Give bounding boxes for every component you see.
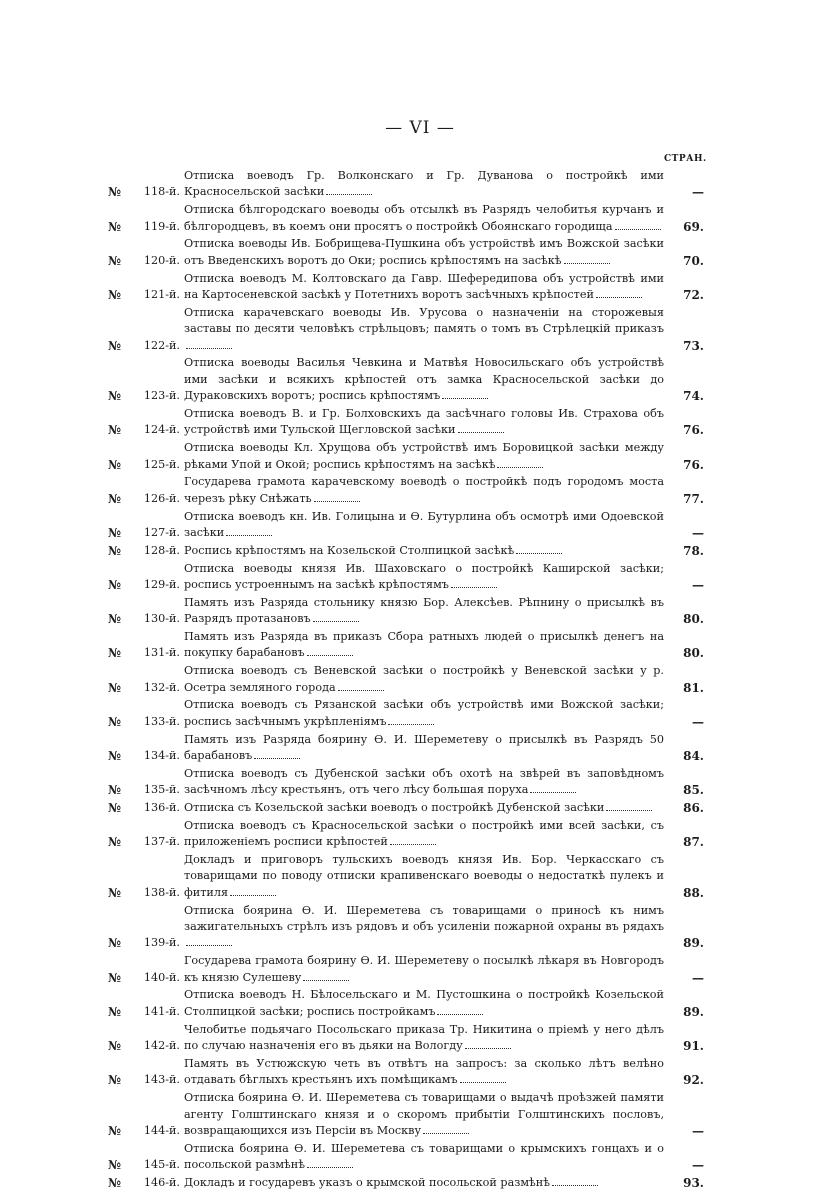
toc-entry [108, 440, 704, 473]
entry-page-number: 92. [683, 1073, 704, 1088]
dot-leader [338, 682, 384, 691]
number-sign: № [108, 885, 122, 900]
number-sign: № [108, 936, 122, 951]
toc-entry [108, 766, 704, 799]
toc-entry [108, 1090, 704, 1139]
toc-entry [108, 732, 704, 765]
entry-page-number: — [692, 714, 704, 729]
toc-entry [108, 595, 704, 628]
number-sign: № [108, 491, 122, 506]
number-sign: № [108, 1004, 122, 1019]
entry-title: Память въ Устюжскую четь въ отвѣтъ на запросъ: за сколько лѣтъ велѣно отдавать бѣглыхъ крестьянъ ихъ помѣщикамъ [184, 1056, 664, 1087]
page-column-heading: СТРАН. [664, 154, 707, 164]
entry-number: 124-й. [143, 423, 180, 437]
entry-page-number: 69. [683, 219, 704, 234]
entry-number: 119-й. [143, 219, 180, 233]
entry-page-number: 76. [683, 457, 704, 472]
entry-number: 135-й. [143, 783, 180, 797]
entry-page-number: 73. [683, 338, 704, 353]
entry-title: Государева грамота карачевскому воеводѣ о постройкѣ подъ городомъ моста черезъ рѣку Снѣжать [184, 475, 664, 505]
dot-leader [254, 750, 300, 759]
toc-entry [108, 474, 704, 507]
entry-title: Челобитье подьячаго Посольскаго приказа Тр. Никитина о пріемѣ у него дѣлъ по случаю назначенія его въ дьяки на Вологду [184, 1022, 664, 1053]
number-sign: № [108, 457, 122, 472]
number-sign: № [108, 801, 122, 816]
entry-number: 121-й. [143, 288, 180, 302]
entry-page-number: 78. [683, 543, 704, 558]
entry-page-number: 77. [683, 491, 704, 506]
number-sign: № [108, 526, 122, 541]
number-sign: № [108, 423, 122, 438]
entry-number: 120-й. [143, 253, 180, 267]
toc-entry [108, 987, 704, 1020]
number-sign: № [108, 578, 122, 593]
dot-leader [390, 836, 436, 845]
entry-page-number: 76. [683, 423, 704, 438]
entry-page-number: — [692, 970, 704, 985]
entry-page-number: 93. [683, 1175, 704, 1190]
toc-entry [108, 561, 704, 594]
entry-page-number: 80. [683, 612, 704, 627]
entry-number: 122-й. [143, 338, 180, 352]
entry-title: Отписка боярина Ѳ. И. Шереметева съ товарищами о приносѣ къ нимъ зажигательныхъ стрѣлъ изъ рядовъ и объ усиленіи пожарной охраны въ рядахъ [184, 903, 664, 952]
entry-title: Отписка воеводъ М. Колтовскаго да Гавр. Шефередипова объ устройствѣ ими на Картосеневской засѣкѣ у Потетнихъ воротъ засѣчныхъ крѣпостей [184, 271, 664, 302]
dot-leader [458, 424, 504, 433]
entry-title: Отписка воеводъ Гр. Волконскаго и Гр. Дуванова о постройкѣ ими Красносельской засѣки [184, 169, 664, 199]
entry-number: 140-й. [143, 970, 180, 984]
entry-title: Отписка воеводъ В. и Гр. Болховскихъ да засѣчнаго головы Ив. Страхова объ устройствѣ ими Тульской Щегловской засѣки [184, 407, 664, 437]
entry-number: 123-й. [143, 389, 180, 403]
dot-leader [516, 545, 562, 554]
dot-leader [313, 613, 359, 622]
number-sign: № [108, 1123, 122, 1138]
entry-number: 145-й. [143, 1158, 180, 1172]
toc-entry [108, 800, 704, 816]
dot-leader [564, 255, 610, 264]
number-sign: № [108, 1175, 122, 1190]
entry-number: 143-й. [143, 1073, 180, 1087]
entry-page-number: 88. [683, 885, 704, 900]
number-sign: № [108, 680, 122, 695]
dot-leader [615, 221, 661, 230]
entry-page-number: 85. [683, 783, 704, 798]
entry-title: Отписка воеводы Ив. Бобрищева-Пушкина объ устройствѣ имъ Вожской засѣки отъ Введенскихъ воротъ до Оки; роспись крѣпостямъ на засѣкѣ [184, 237, 664, 267]
number-sign: № [108, 1073, 122, 1088]
entry-number: 132-й. [143, 680, 180, 694]
entry-title: Роспись крѣпостямъ на Козельской Столпицкой засѣкѣ [184, 543, 664, 559]
toc-entry [108, 543, 704, 559]
entry-title: Отписка съ Козельской засѣки воеводъ о постройкѣ Дубенской засѣки [184, 800, 664, 816]
dot-leader [442, 390, 488, 399]
entry-number: 146-й. [143, 1175, 180, 1189]
dot-leader [307, 647, 353, 656]
toc-entry [108, 903, 704, 952]
entry-number: 134-й. [143, 749, 180, 763]
entry-number: 139-й. [143, 936, 180, 950]
entry-title: Докладъ и государевъ указъ о крымской посольской размѣнѣ [184, 1175, 664, 1191]
entry-title: Отписка воеводъ Н. Бѣлосельскаго и М. Пустошкина о постройкѣ Козельской Столпицкой засѣки; роспись постройкамъ [184, 988, 664, 1018]
toc-entry [108, 818, 704, 851]
toc-entry [108, 305, 704, 354]
entry-page-number: 84. [683, 749, 704, 764]
toc-entry [108, 236, 704, 269]
entry-number: 118-й. [143, 185, 180, 199]
toc-entry [108, 168, 704, 201]
dot-leader [497, 459, 543, 468]
number-sign: № [108, 612, 122, 627]
number-sign: № [108, 543, 122, 558]
entry-page-number: — [692, 1123, 704, 1138]
entry-number: 136-й. [143, 801, 180, 815]
toc-entry [108, 1175, 704, 1191]
toc-entry [108, 202, 704, 235]
entry-title: Память изъ Разряда боярину Ѳ. И. Шереметеву о присылкѣ въ Разрядъ 50 барабановъ [184, 732, 664, 763]
number-sign: № [108, 835, 122, 850]
entry-title: Отписка воеводъ съ Красносельской засѣки о постройкѣ ими всей засѣки, съ приложеніемъ росписи крѣпостей [184, 818, 664, 849]
entry-page-number: — [692, 578, 704, 593]
dot-leader [307, 1159, 353, 1168]
toc-entry [108, 629, 704, 662]
dot-leader [186, 340, 232, 349]
page-number-header: — VI — [385, 118, 455, 138]
entry-number: 137-й. [143, 835, 180, 849]
entry-page-number: 89. [683, 936, 704, 951]
number-sign: № [108, 389, 122, 404]
number-sign: № [108, 749, 122, 764]
number-sign: № [108, 970, 122, 985]
entry-page-number: 74. [683, 389, 704, 404]
dot-leader [388, 716, 434, 725]
dot-leader [230, 887, 276, 896]
number-sign: № [108, 185, 122, 200]
number-sign: № [108, 253, 122, 268]
dot-leader [460, 1074, 506, 1083]
entry-title: Отписка воеводы князя Ив. Шаховскаго о постройкѣ Каширской засѣки; роспись устроеннымъ на засѣкѣ крѣпостямъ [184, 561, 664, 592]
entry-page-number: 89. [683, 1004, 704, 1019]
number-sign: № [108, 288, 122, 303]
toc-entry [108, 406, 704, 439]
entry-title: Государева грамота боярину Ѳ. И. Шереметеву о посылкѣ лѣкаря въ Новгородъ къ князю Сулешеву [184, 954, 664, 984]
entry-title: Отписка воеводы Василья Чевкина и Матвѣя Новосильскаго объ устройствѣ ими засѣки и всякихъ крѣпостей отъ замка Красносельской засѣки до Дураковскихъ воротъ; роспись крѣпостямъ [184, 356, 664, 403]
entry-number: 131-й. [143, 646, 180, 660]
dot-leader [451, 579, 497, 588]
entry-page-number: 86. [683, 801, 704, 816]
entry-number: 129-й. [143, 578, 180, 592]
toc-entry [108, 1141, 704, 1174]
entry-title: Отписка воеводъ съ Веневской засѣки о постройкѣ у Веневской засѣки у р. Осетра земляного города [184, 664, 664, 694]
entry-title: Отписка воеводъ съ Рязанской засѣки объ устройствѣ ими Вожской засѣки; роспись засѣчнымъ укрѣпленіямъ [184, 698, 664, 728]
table-of-contents [108, 168, 704, 1193]
toc-entry [108, 663, 704, 696]
entry-title: Докладъ и приговоръ тульскихъ воеводъ князя Ив. Бор. Черкасскаго съ товарищами по поводу отписки крапивенскаго воеводы о недостаткѣ пулекъ и фитиля [184, 853, 664, 899]
entry-number: 144-й. [143, 1123, 180, 1137]
entry-number: 141-й. [143, 1004, 180, 1018]
toc-entry [108, 1056, 704, 1089]
entry-title: Память изъ Разряда въ приказъ Сбора ратныхъ людей о присылкѣ денегъ на покупку барабановъ [184, 630, 664, 660]
toc-entry [108, 1022, 704, 1055]
number-sign: № [108, 1158, 122, 1173]
dot-leader [437, 1006, 483, 1015]
entry-title: Отписка воеводъ кн. Ив. Голицына и Ѳ. Бутурлина объ осмотрѣ ими Одоевской засѣки [184, 509, 664, 540]
entry-number: 126-й. [143, 491, 180, 505]
dot-leader [326, 186, 372, 195]
dot-leader [465, 1040, 511, 1049]
number-sign: № [108, 1039, 122, 1054]
dot-leader [552, 1177, 598, 1186]
toc-entry [108, 852, 704, 901]
number-sign: № [108, 783, 122, 798]
dot-leader [303, 972, 349, 981]
entry-number: 125-й. [143, 457, 180, 471]
entry-page-number: 80. [683, 646, 704, 661]
entry-title: Отписка боярина Ѳ. И. Шереметева съ товарищами о выдачѣ проѣзжей памяти агенту Голштинскаго князя и о скоромъ прибытіи Голштинскихъ пословъ, возвращающихся изъ Персіи въ Москву [184, 1091, 664, 1137]
entry-number: 138-й. [143, 885, 180, 899]
entry-page-number: 70. [683, 253, 704, 268]
entry-title: Память изъ Разряда стольнику князю Бор. Алексѣев. Рѣпнину о присылкѣ въ Разрядъ протазановъ [184, 595, 664, 626]
dot-leader [186, 937, 232, 946]
entry-number: 133-й. [143, 714, 180, 728]
entry-page-number: 91. [683, 1039, 704, 1054]
number-sign: № [108, 219, 122, 234]
entry-number: 130-й. [143, 612, 180, 626]
entry-number: 142-й. [143, 1039, 180, 1053]
entry-number: 127-й. [143, 526, 180, 540]
number-sign: № [108, 646, 122, 661]
dot-leader [226, 527, 272, 536]
entry-page-number: 87. [683, 835, 704, 850]
entry-page-number: 72. [683, 288, 704, 303]
toc-entry [108, 355, 704, 404]
dot-leader [314, 493, 360, 502]
entry-title: Отписка бѣлгородскаго воеводы объ отсылкѣ въ Разрядъ челобитья курчанъ и бѣлгородцевъ, въ коемъ они просятъ о постройкѣ Обоянскаго городища [184, 203, 664, 233]
entry-title: Отписка воеводъ съ Дубенской засѣки объ охотѣ на звѣрей въ заповѣдномъ засѣчномъ лѣсу крестьянъ, отъ чего лѣсу большая поруха [184, 766, 664, 797]
entry-title: Отписка карачевскаго воеводы Ив. Урусова о назначеніи на сторожевыя заставы по десяти человѣкъ стрѣльцовъ; память о томъ въ Стрѣлецкій приказъ [184, 305, 664, 354]
toc-entry [108, 953, 704, 986]
entry-page-number: — [692, 526, 704, 541]
toc-entry [108, 271, 704, 304]
toc-entry [108, 509, 704, 542]
dot-leader [423, 1125, 469, 1134]
dot-leader [596, 289, 642, 298]
entry-title: Отписка боярина Ѳ. И. Шереметева съ товарищами о крымскихъ гонцахъ и о посольской размѣнѣ [184, 1141, 664, 1172]
number-sign: № [108, 714, 122, 729]
toc-entry [108, 697, 704, 730]
entry-page-number: 81. [683, 680, 704, 695]
entry-page-number: — [692, 1158, 704, 1173]
number-sign: № [108, 338, 122, 353]
dot-leader [530, 784, 576, 793]
entry-title: Отписка воеводы Кл. Хрущова объ устройствѣ имъ Боровицкой засѣки между рѣками Упой и Окой; роспись крѣпостямъ на засѣкѣ [184, 441, 664, 471]
entry-number: 128-й. [143, 543, 180, 557]
dot-leader [606, 802, 652, 811]
entry-page-number: — [692, 185, 704, 200]
